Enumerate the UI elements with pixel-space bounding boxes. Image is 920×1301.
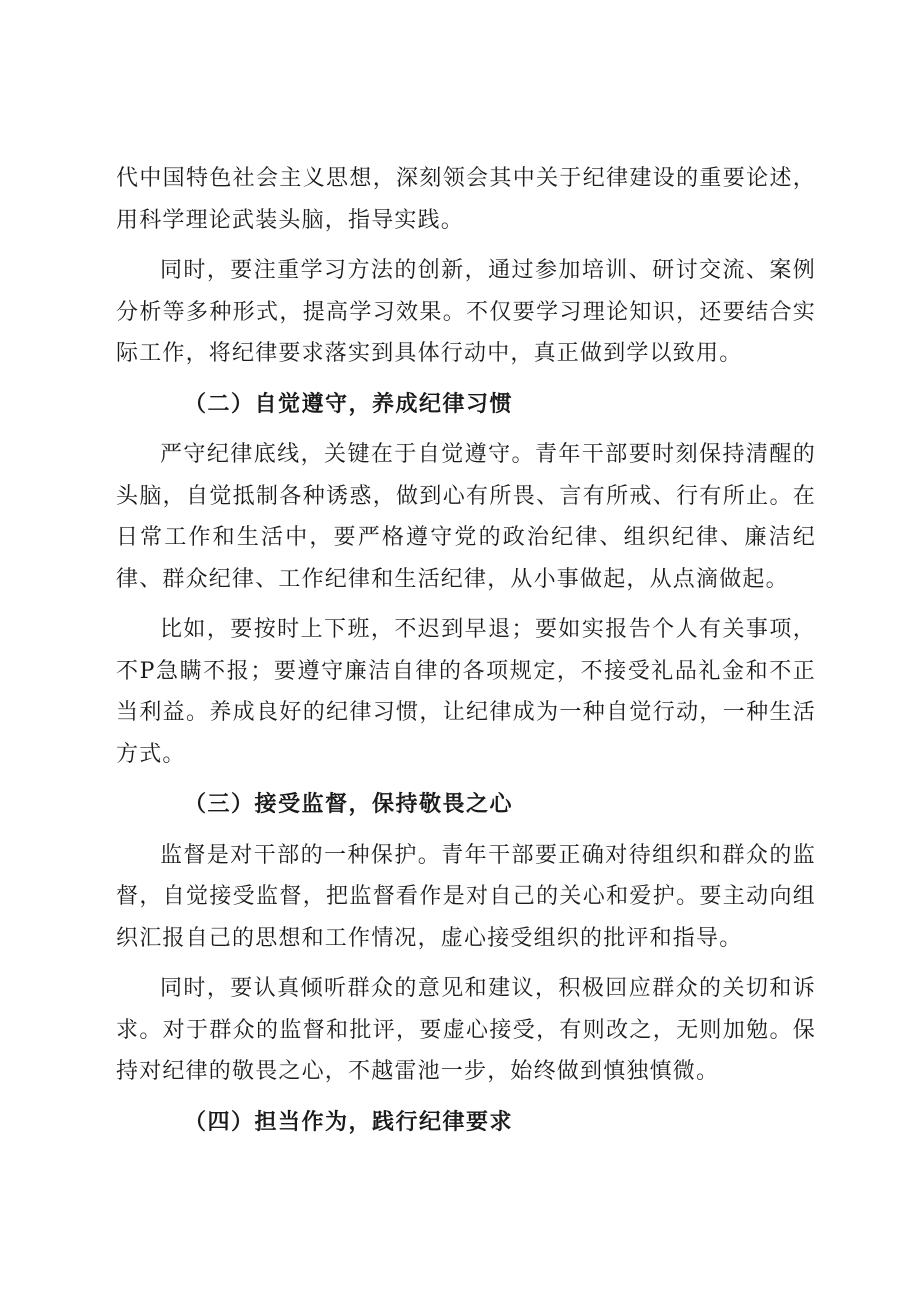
paragraph-continuation: 代中国特色社会主义思想，深刻领会其中关于纪律建设的重要论述，用科学理论武装头脑，指导实践。	[116, 166, 816, 233]
document-body	[116, 158, 816, 1152]
section-heading-2: （二）自觉遵守，养成纪律习惯	[184, 391, 514, 417]
paragraph-study-methods: 同时，要注重学习方法的创新，通过参加培训、研讨交流、案例分析等多种形式，提高学习效果。不仅要学习理论知识，还要结合实际工作，将纪律要求落实到具体行动中，真正做到学以致用。	[116, 258, 816, 366]
paragraph-examples: 比如，要按时上下班，不迟到早退；要如实报告个人有关事项，不P急瞒不报；要遵守廉洁自律的各项规定，不接受礼品礼金和不正当利益。养成良好的纪律习惯，让纪律成为一种自觉行动，一种生活方式。	[116, 617, 816, 767]
section-heading-3: （三）接受监督，保持敬畏之心	[184, 792, 514, 817]
paragraph-listen-masses: 同时，要认真倾听群众的意见和建议，积极回应群众的关切和诉求。对于群众的监督和批评，要虚心接受，有则改之，无则加勉。保持对纪律的敬畏之心，不越雷池一步，始终做到慎独慎微。	[116, 976, 816, 1084]
section-heading-4: （四）担当作为，践行纪律要求	[184, 1109, 514, 1135]
paragraph-supervision: 监督是对干部的一种保护。青年干部要正确对待组织和群众的监督，自觉接受监督，把监督看作是对自己的关心和爱护。要主动向组织汇报自己的思想和工作情况，虚心接受组织的批评和指导。	[116, 842, 816, 951]
paragraph-strict-discipline: 严守纪律底线，关键在于自觉遵守。青年干部要时刻保持清醒的头脑，自觉抵制各种诱惑，做到心有所畏、言有所戒、行有所止。在日常工作和生活中，要严格遵守党的政治纪律、组织纪律、廉洁纪律、群众纪律、工作纪律和生活纪律，从小事做起，从点滴做起。	[116, 442, 816, 592]
